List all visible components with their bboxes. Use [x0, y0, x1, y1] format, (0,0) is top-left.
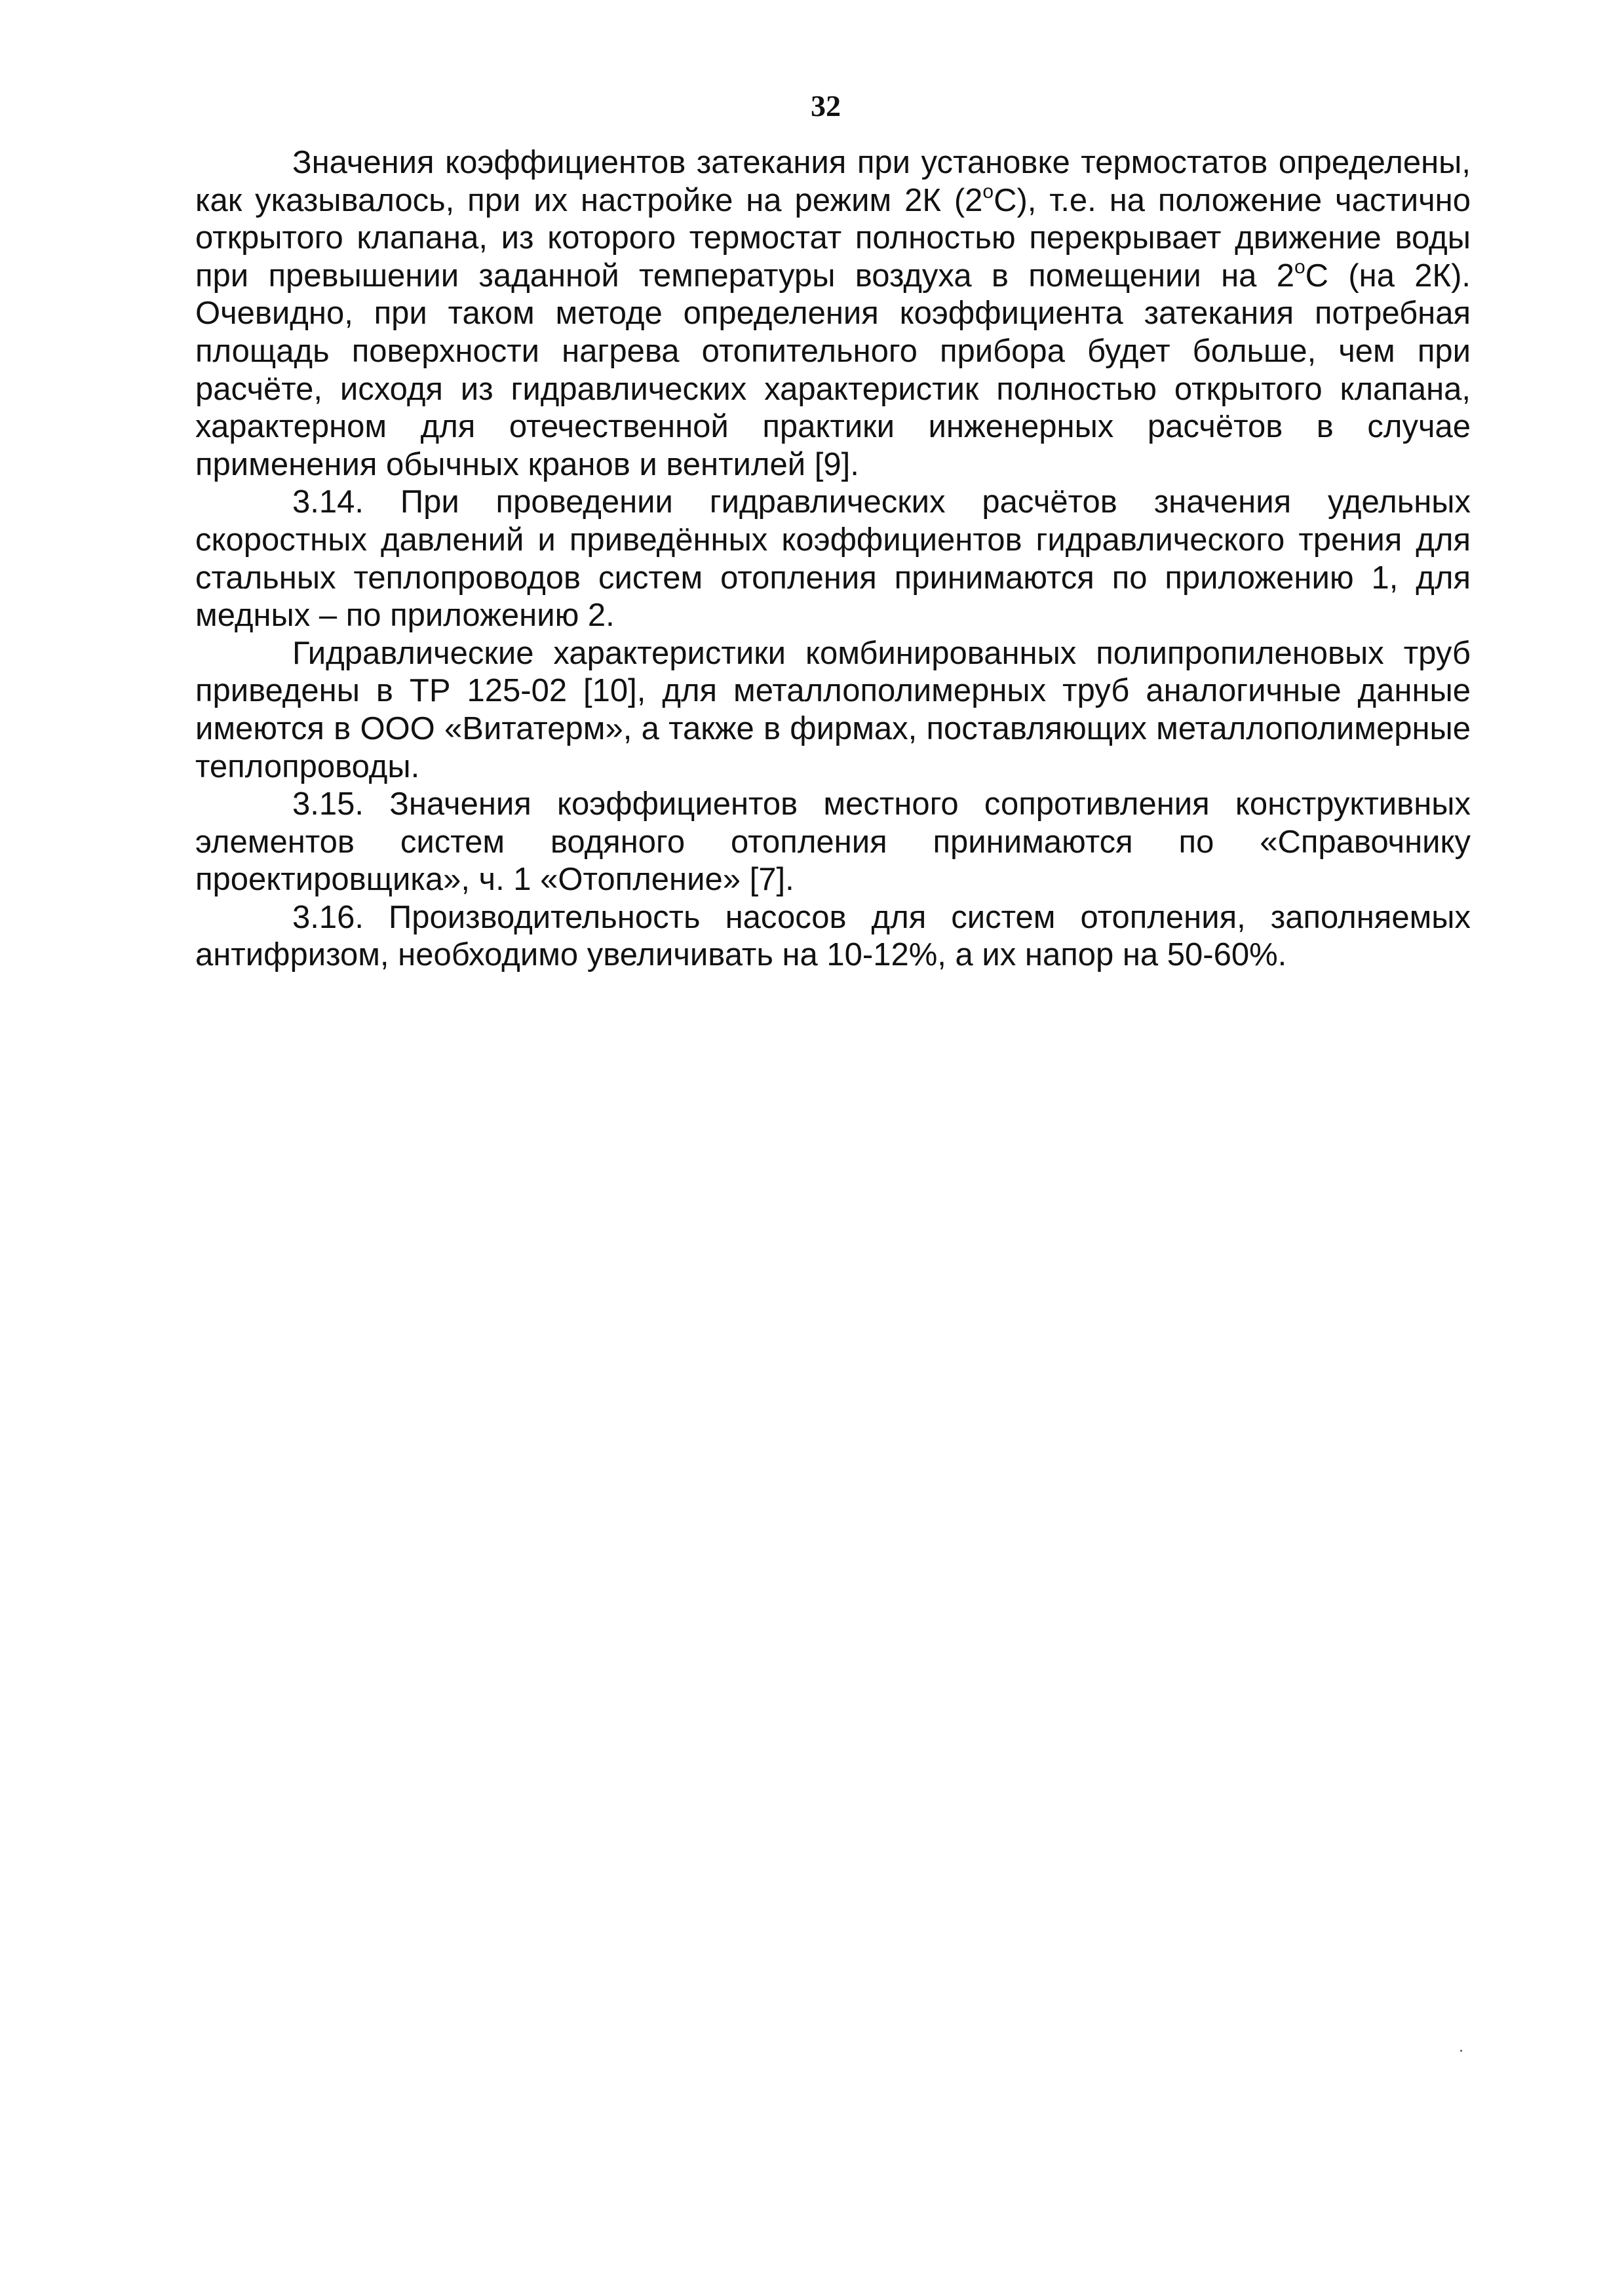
paragraph-3-15: 3.15. Значения коэффициентов местного сопротивления конструктивных элементов систем водяного отопления принимаются по «Справочнику проектировщика», ч. 1 «Отопление» [7]. [195, 786, 1471, 898]
degree-superscript: о [982, 180, 994, 202]
paragraph-text: С (на 2К). Очевидно, при таком методе определения коэффициента затекания потребная площадь поверхности нагрева отопительного прибора будет больше, чем при расчёте, исходя из гидравлических характеристик полностью открытого клапана, характерном для отечественной практики инженерных расчётов в случае применения обычных кранов и вентилей [9]. [195, 258, 1471, 482]
degree-superscript: о [1294, 256, 1305, 278]
paragraph-3-16: 3.16. Производительность насосов для систем отопления, заполняемых антифризом, необходимо увеличивать на 10-12%, а их напор на 50-60%. [195, 899, 1471, 973]
paragraph-3-14: 3.14. При проведении гидравлических расчётов значения удельных скоростных давлений и приведённых коэффициентов гидравлического трения для стальных теплопроводов систем отопления принимаются по приложению 1, для медных – по приложению 2. [195, 484, 1471, 634]
paragraph-hydraulic-characteristics: Гидравлические характеристики комбинированных полипропиленовых труб приведены в ТР 125-02 [10], для металлополимерных труб аналогичные данные имеются в ООО «Витатерм», а также в фирмах, поставляющих металлополимерные теплопроводы. [195, 635, 1471, 784]
page-number: 32 [811, 89, 841, 123]
scan-dot-mark [1460, 2050, 1462, 2052]
paragraph-text: С), т.е. на положение частично открытого клапана, из которого термостат полностью перекрывает движение воды при превышении заданной температуры воздуха в помещении на 2 [195, 182, 1471, 294]
body-text [195, 144, 1471, 974]
paragraph-text: Значения коэффициентов затекания при установке термостатов определены, как указывалось, при их настройке на режим 2К (2 [195, 145, 1471, 218]
paragraph-thermostat-coefficients [195, 144, 1471, 484]
